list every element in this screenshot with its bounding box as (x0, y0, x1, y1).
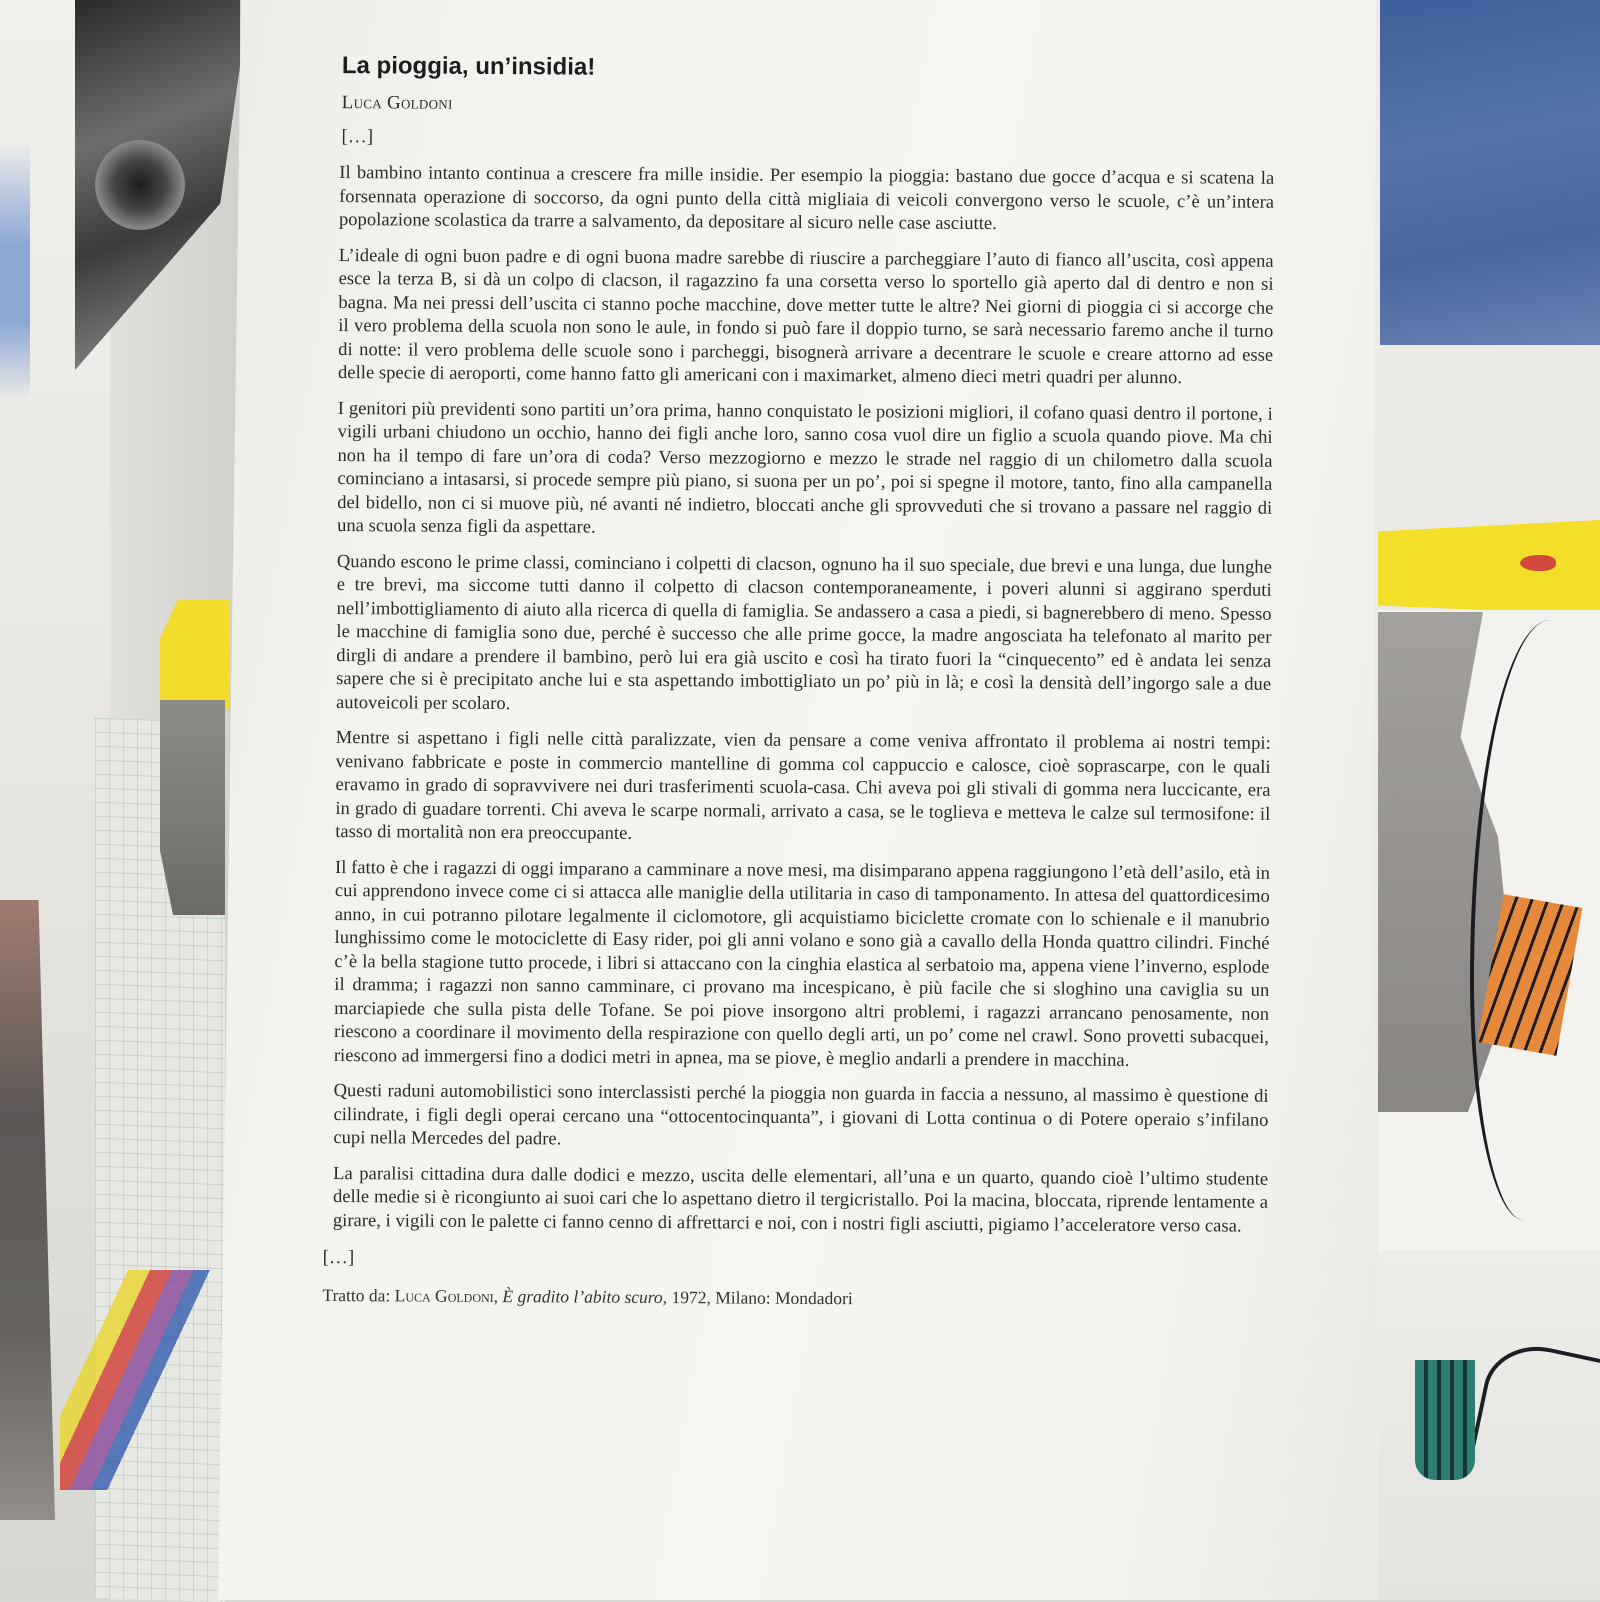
paragraph: Questi raduni automobilistici sono interclassisti perché la pioggia non guarda in faccia a nessuno, al massimo è questione di cilindrate, i figli degli operai cercano una “ottocentocinquanta”, i giovani di Lotta continua o di Potere operaio s’infilano cupi nella Mercedes del padre. (333, 1081, 1269, 1150)
background-rainbow-stripes (60, 1270, 230, 1490)
background-blue-paper (1380, 0, 1600, 345)
background-teal-tassel (1415, 1360, 1475, 1480)
article-author: Luca Goldoni (341, 92, 453, 114)
paragraph: I genitori più previdenti sono partiti un’ora prima, hanno conquistato le posizioni migliori, il cofano quasi dentro il portone, i vigili urbani chiudono un occhio, hanno dei figli anche loro, sanno cosa vuol dire un figlio a scuola quando piove. Ma chi non ha il tempo di fare un’ora di coda? Verso mezzogiorno e mezzo le strade nel raggio di un chilometro dalla scuola cominciano a intasarsi, si procede sempre più piano, si suona per un po’, poi si spegne il motore, tanto, fino alla campanella del bidello, non ci si muove più, né avanti né indietro, bloccati anche gli sprovveduti che si trovano a passare nel raggio di una scuola senza figli da aspettare. (337, 398, 1273, 538)
source-author: Luca Goldoni (394, 1285, 494, 1307)
source-prefix: Tratto da: (322, 1284, 395, 1306)
article-title: La pioggia, un’insidia! (341, 52, 596, 81)
background-grey-drawing-left (160, 700, 225, 915)
paragraph: Il fatto è che i ragazzi di oggi imparano a camminare a nove mesi, ma disimparano appena raggiungono l’età dell’asilo, età in cui apprendono invece come ci si attacca alle maniglie della utilitaria in caso di tamponamento. In attesa del quattordicesimo anno, in cui potranno pilotare legalmente il ciclomotore, gli acquistiamo biciclette cromate con lo schienale e il manubrio lunghissimo come le motociclette di Easy rider, poi gli anni volano e sono già a cavallo della Honda quattro cilindri. Finché c’è la bella stagione tutto procede, i libri si attaccano con la cinghia elastica al serbatoio ma, appena viene l’inverno, esplode il dramma; i ragazzi non sanno camminare, ci provano ma incespicano, è più facile che si sloghino una caviglia su un marciapiede che sulla pista delle Tofane. Se poi piove insorgono altri problemi, i ragazzi arrancano penosamente, non riescono a coordinare il movimento della respirazione con quello degli arti, un po’ come nel crawl. Sono provetti subacquei, riescono ad immergersi fino a dodici metri in apnea, ma se piove, è meglio andarli a prendere in macchina. (333, 857, 1271, 1071)
source-details: 1972, Milano: Mondadori (667, 1287, 853, 1309)
paragraph: L’ideale di ogni buon padre e di ogni buona madre sarebbe di riuscire a parcheggiare l’auto di fianco all’uscita, così appena esce la terza B, si dà un colpo di clacson, il ragazzino fa una corsetta verso lo sportello già aperto dal di dentro e non si bagna. Ma nei pressi dell’uscita ci stanno poche macchine, dove metter tutte le altre? Nei giorni di pioggia ci si accorge che il vero problema della scuola non sono le aule, in fondo si può fare il doppio turno, se sarà necessario faremo anche il turno di notte: il vero problema delle scuole sono i parcheggi, bisognerà arrivare a decentrare le scuole e creare attorno ad esse delle specie di aeroporti, come hanno fatto gli americani con i maximarket, almeno dieci metri quadri per alunno. (337, 245, 1274, 389)
source-separator: , (493, 1286, 503, 1307)
background-yellow-drawing-right (1378, 520, 1600, 615)
background-fish-drawing (1520, 555, 1556, 571)
paragraph: Quando escono le prime classi, cominciano i colpetti di clacson, ognuno ha il suo speciale, due brevi e una lunga, due lunghe e tre brevi, ma siccome tutti danno il colpetto di clacson contemporaneamente, i poveri alunni si aggirano sperduti nell’imbottigliamento di aiuto alla ricerca di quella di famiglia. Se andassero a casa a piedi, si bagnerebbero di meno. Spesso le macchine di famiglia sono due, perché è successo che alle prime gocce, la madre angosciata ha telefonato al marito per dirgli di andare a prendere il bambino, però lui era già uscito e così ha tirato fuori la “cinquecento” ed è andata lei senza sapere che si è precipitato anche lui e sta aspettando imbottigliato un po’ più in là; e così la densità dell’ingorgo sale a due autoveicoli per scolaro. (335, 551, 1272, 714)
article-page (322, 52, 1275, 1312)
background-eye-iris (95, 140, 185, 230)
ellipsis-start: […] (341, 126, 374, 148)
paragraph: La paralisi cittadina dura dalle dodici e mezzo, uscita delle elementari, all’una e un quarto, quando cioè l’ultimo studente delle medie si è ricongiunto ai suoi cari che lo aspettano dietro il tergicristallo. Poi la macina, bloccata, riprende lentamente a girare, i vigili con le palette ci fanno cenno di affrettarci e noi, con i nostri figli asciutti, pigiamo l’acceleratore verso casa. (332, 1163, 1269, 1237)
source-book-title: È gradito l’abito scuro, (502, 1286, 668, 1308)
paragraph: Mentre si aspettano i figli nelle città paralizzate, vien da pensare a come veniva affrontato il problema ai nostri tempi: venivano fabbricate e poste in commercio mantelline di gomma col cappuccio e calosce, cioè soprascarpe, con le quali eravamo in grado di sopravvivere nei duri trasferimenti scuola-casa. Chi aveva poi gli stivali di gomma nera luccicante, era in grado di guadare torrenti. Chi aveva le scarpe normali, arrivato a casa, se le toglieva e metteva le calze sul termosifone: il tasso di mortalità non era preoccupante. (335, 728, 1271, 844)
ellipsis-end: […] (322, 1246, 355, 1269)
paragraph: Il bambino intanto continua a crescere fra mille insidie. Per esempio la pioggia: bastano due gocce d’acqua e si scatena la forsennata operazione di soccorso, da ogni punto della città migliaia di veicoli convergono verso le scuole, c’è un’intera popolazione scolastica da trarre a salvamento, da depositare al sicuro nelle case asciutte. (338, 163, 1275, 235)
background-yellow-drawing-left (160, 600, 230, 710)
background-blue-drawing (0, 140, 30, 400)
